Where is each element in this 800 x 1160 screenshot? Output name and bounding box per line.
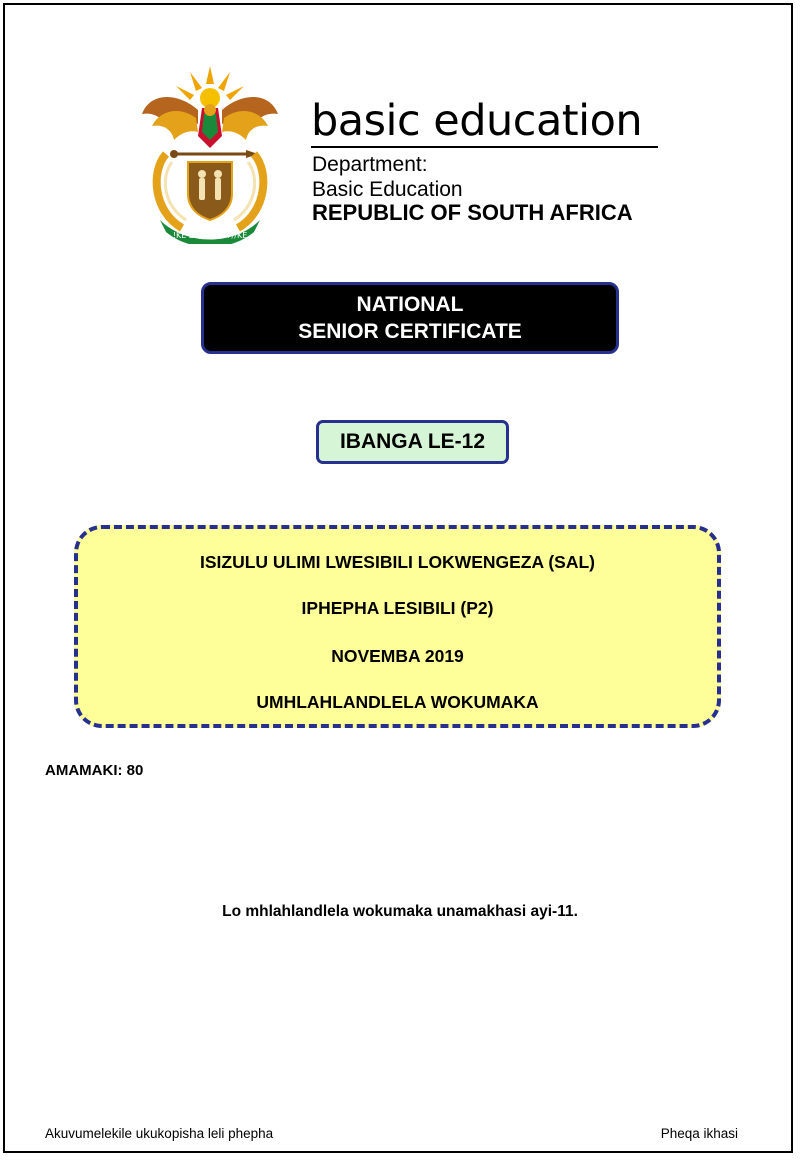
grade-badge: IBANGA LE-12	[316, 420, 509, 464]
paper-number: IPHEPHA LESIBILI (P2)	[301, 598, 494, 618]
brand-title: basic education	[311, 96, 643, 146]
copyright-notice: Akuvumelekile ukukopisha leli phepha	[45, 1126, 274, 1141]
document-type: UMHLAHLANDLELA WOKUMAKA	[256, 692, 539, 712]
crest-motto: !KE E: /XARRA //KE	[172, 231, 248, 240]
certificate-line-2: SENIOR CERTIFICATE	[298, 320, 522, 343]
department-label: Department:	[312, 153, 428, 176]
coat-of-arms-icon	[138, 62, 282, 244]
total-marks: AMAMAKI: 80	[45, 762, 144, 779]
department-name: Basic Education	[312, 178, 463, 201]
turn-page-note: Pheqa ikhasi	[660, 1126, 738, 1141]
country-name: REPUBLIC OF SOUTH AFRICA	[312, 200, 633, 225]
page-count-note: Lo mhlahlandlela wokumaka unamakhasi ayi-11.	[222, 903, 578, 920]
certificate-line-1: NATIONAL	[356, 293, 464, 316]
subject-panel	[74, 525, 721, 728]
brand-divider	[311, 146, 658, 148]
exam-date: NOVEMBA 2019	[331, 646, 464, 666]
certificate-banner	[201, 282, 619, 354]
subject-title: ISIZULU ULIMI LWESIBILI LOKWENGEZA (SAL)	[199, 552, 595, 572]
